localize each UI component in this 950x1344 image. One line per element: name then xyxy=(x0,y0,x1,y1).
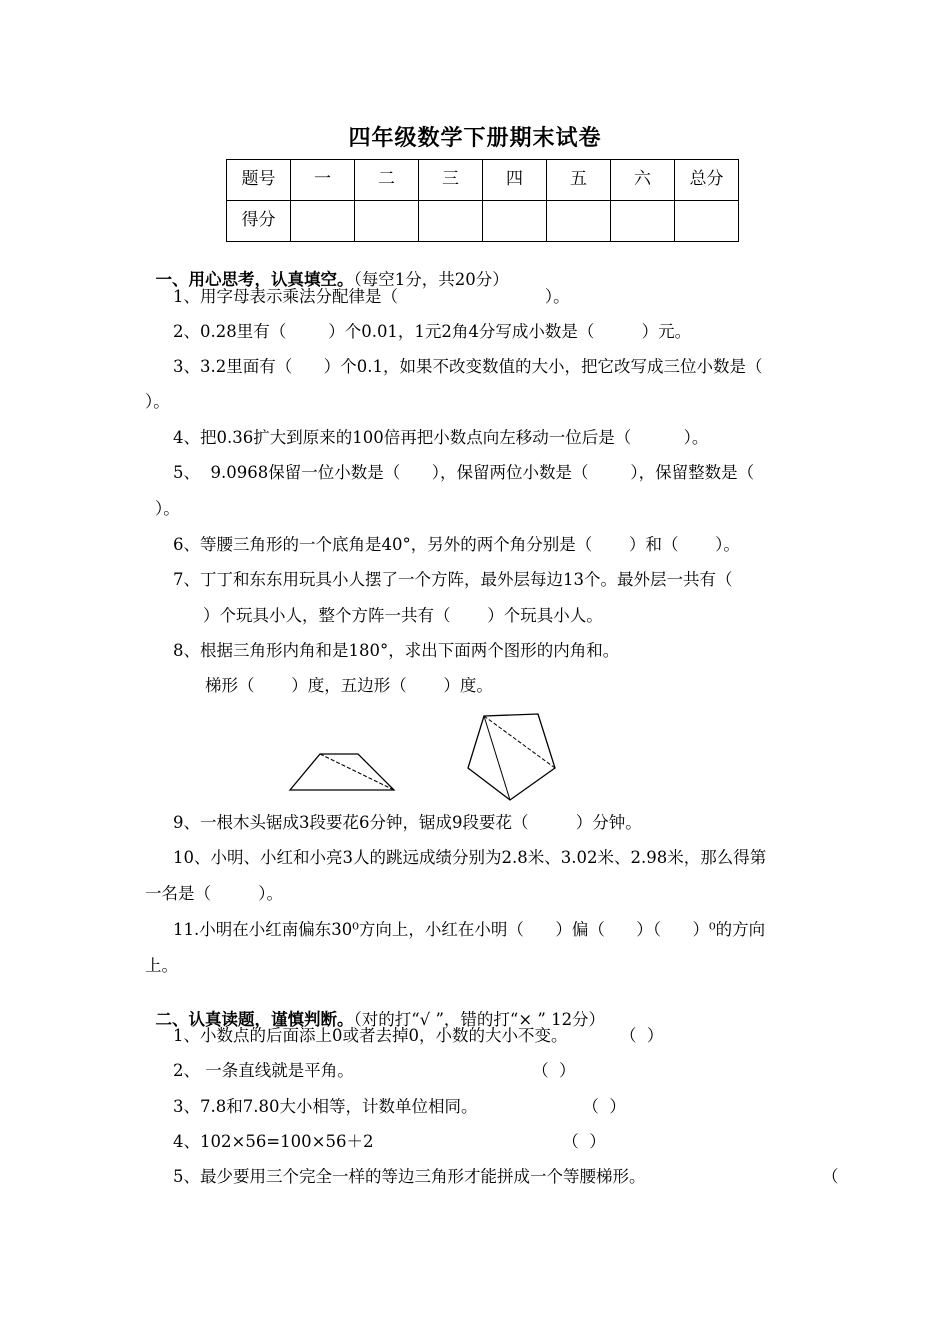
question-2-1: 1、小数点的后面添上0或者去掉0，小数的大小不变。 （ ） xyxy=(173,1026,664,1045)
question-2-2: 2、 一条直线就是平角。 （ ） xyxy=(173,1061,576,1080)
question-1-6: 6、等腰三角形的一个底角是40°，另外的两个角分别是（ ）和（ ）。 xyxy=(173,535,740,554)
score-header-cell: 三 xyxy=(419,160,483,201)
score-table-score-row xyxy=(227,201,739,242)
question-1-8: 8、根据三角形内角和是180°，求出下面两个图形的内角和。 xyxy=(173,641,620,660)
score-header-cell: 二 xyxy=(355,160,419,201)
question-2-5: 5、最少要用三个完全一样的等边三角形才能拼成一个等腰梯形。 xyxy=(173,1167,646,1186)
score-header-cell: 四 xyxy=(483,160,547,201)
section1-heading-line xyxy=(145,250,509,290)
section2-note: （对的打“√ ”，错的打“× ” 12分） xyxy=(353,1010,606,1029)
score-header-cell: 总分 xyxy=(675,160,739,201)
score-header-cell: 五 xyxy=(547,160,611,201)
question-1-2: 2、0.28里有（ ）个0.01，1元2角4分写成小数是（ ）元。 xyxy=(173,322,692,341)
score-cell[interactable] xyxy=(675,201,739,242)
question-1-8-blanks: 梯形（ ）度，五边形（ ）度。 xyxy=(205,676,493,695)
score-row-label: 得分 xyxy=(227,201,291,242)
question-2-3: 3、7.8和7.80大小相等，计数单位相同。 （ ） xyxy=(173,1097,626,1116)
section2-heading-line xyxy=(145,990,605,1030)
score-header-cell: 题号 xyxy=(227,160,291,201)
question-1-1: 1、用字母表示乘法分配律是（ ）。 xyxy=(173,287,570,306)
section1-heading: 一、用心思考，认真填空。 xyxy=(155,270,354,289)
question-1-7-cont: ）个玩具小人，整个方阵一共有（ ）个玩具小人。 xyxy=(203,606,603,625)
section1-note: （每空1分，共20分） xyxy=(353,270,509,289)
page-title: 四年级数学下册期末试卷 xyxy=(348,125,602,151)
question-1-11: 11.小明在小红南偏东30⁰方向上，小红在小明（ ）偏（ ）（ ）⁰的方向 xyxy=(173,920,766,939)
question-1-11-cont: 上。 xyxy=(145,956,178,975)
section2-heading: 二、认真读题，谨慎判断。 xyxy=(155,1010,354,1029)
score-header-cell: 一 xyxy=(291,160,355,201)
score-cell[interactable] xyxy=(611,201,675,242)
question-1-7: 7、丁丁和东东用玩具小人摆了一个方阵，最外层每边13个。最外层一共有（ xyxy=(173,570,733,589)
question-1-5: 5、 9.0968保留一位小数是（ ），保留两位小数是（ ），保留整数是（ xyxy=(173,463,755,482)
trapezoid-shape xyxy=(290,754,394,790)
question-1-10-cont: 一名是（ ）。 xyxy=(145,884,283,903)
question-1-3-cont: ）。 xyxy=(145,392,170,411)
score-cell[interactable] xyxy=(419,201,483,242)
question-2-5-paren: （ xyxy=(822,1167,839,1186)
score-cell[interactable] xyxy=(547,201,611,242)
score-table-header-row xyxy=(227,160,739,201)
question-1-10: 10、小明、小红和小亮3人的跳远成绩分别为2.8米、3.02米、2.98米，那么得第 xyxy=(173,848,767,867)
question-1-4: 4、把0.36扩大到原来的100倍再把小数点向左移动一位后是（ ）。 xyxy=(173,428,709,447)
question-1-9: 9、一根木头锯成3段要花6分钟，锯成9段要花（ ）分钟。 xyxy=(173,813,642,832)
question-1-5-cont: ）。 xyxy=(155,499,180,518)
score-cell[interactable] xyxy=(355,201,419,242)
pentagon-shape xyxy=(468,714,555,800)
score-cell[interactable] xyxy=(483,201,547,242)
score-header-cell: 六 xyxy=(611,160,675,201)
question-1-3: 3、3.2里面有（ ）个0.1，如果不改变数值的大小，把它改写成三位小数是（ xyxy=(173,357,763,376)
score-cell[interactable] xyxy=(291,201,355,242)
shapes-figure xyxy=(280,708,560,808)
question-2-4: 4、102×56=100×56＋2 （ ） xyxy=(173,1132,606,1151)
score-table xyxy=(226,159,739,242)
